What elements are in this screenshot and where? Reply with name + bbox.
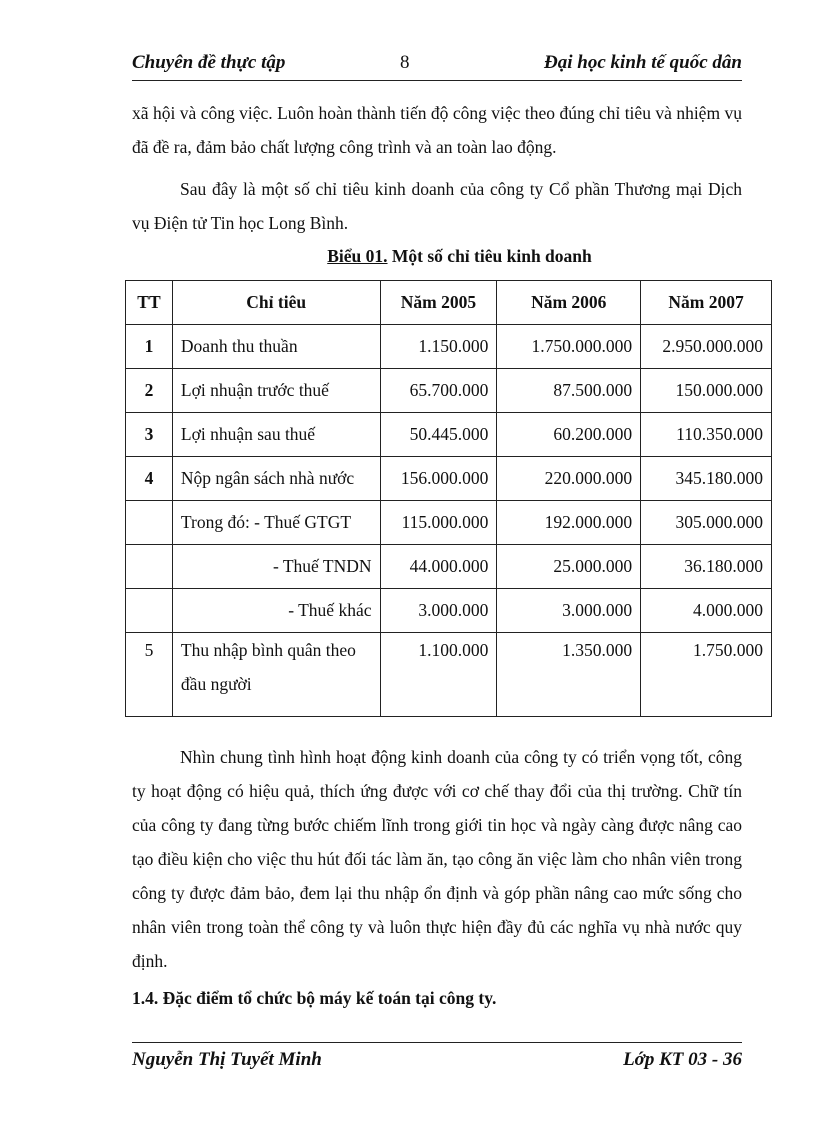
row-label: Doanh thu thuần — [172, 325, 380, 369]
row-tt — [126, 589, 173, 633]
row-label: Lợi nhuận trước thuế — [172, 369, 380, 413]
row-value-2007: 345.180.000 — [641, 457, 772, 501]
table-row — [126, 633, 772, 717]
row-label: - Thuế TNDN — [172, 545, 380, 589]
table-caption-title: Một số chỉ tiêu kinh doanh — [387, 246, 592, 266]
row-tt: 2 — [126, 369, 173, 413]
table-row — [126, 457, 772, 501]
row-value-2006: 87.500.000 — [497, 369, 641, 413]
row-label: - Thuế khác — [172, 589, 380, 633]
table-row — [126, 369, 772, 413]
header-indicator: Chỉ tiêu — [172, 281, 380, 325]
paragraph-summary: Nhìn chung tình hình hoạt động kinh doanh của công ty có triển vọng tốt, công ty hoạt động có hiệu quả, thích ứng được với cơ chế thay đổi của thị trường. Chữ tín của công ty đang từng bước chiếm lĩnh trong giới tin học và ngày càng được nâng cao tạo điều kiện cho việc thu hút đối tác làm ăn, tạo công ăn việc làm cho nhân viên trong công ty được đảm bảo, đem lại thu nhập ổn định và góp phần nâng cao mức sống cho nhân viên trong toàn thể công ty và luôn thực hiện đầy đủ các nghĩa vụ nhà nước quy định. — [132, 747, 742, 971]
table-row — [126, 413, 772, 457]
business-indicators-table — [125, 280, 772, 717]
table-caption-label: Biểu 01. — [327, 246, 388, 266]
header-report-title: Chuyên đề thực tập — [132, 52, 286, 73]
row-value-2007: 110.350.000 — [641, 413, 772, 457]
row-value-2007: 150.000.000 — [641, 369, 772, 413]
row-value-2007: 4.000.000 — [641, 589, 772, 633]
header-2006: Năm 2006 — [497, 281, 641, 325]
row-value-2005: 3.000.000 — [380, 589, 497, 633]
row-value-2007: 2.950.000.000 — [641, 325, 772, 369]
page-header — [132, 50, 742, 81]
page-footer — [132, 1042, 742, 1077]
table-row — [126, 325, 772, 369]
row-label: Nộp ngân sách nhà nước — [172, 457, 380, 501]
row-value-2005: 65.700.000 — [380, 369, 497, 413]
row-value-2006: 192.000.000 — [497, 501, 641, 545]
row-value-2005: 50.445.000 — [380, 413, 497, 457]
row-value-2005: 1.100.000 — [380, 633, 497, 717]
row-value-2007: 1.750.000 — [641, 633, 772, 717]
row-tt: 1 — [126, 325, 173, 369]
row-value-2005: 156.000.000 — [380, 457, 497, 501]
row-label: Thu nhập bình quân theo đầu người — [172, 633, 380, 717]
table-header-row — [126, 281, 772, 325]
section-heading: 1.4. Đặc điểm tổ chức bộ máy kế toán tại công ty. — [132, 988, 497, 1008]
row-tt: 5 — [126, 633, 173, 717]
row-value-2006: 220.000.000 — [497, 457, 641, 501]
row-label: Trong đó: - Thuế GTGT — [172, 501, 380, 545]
row-value-2006: 25.000.000 — [497, 545, 641, 589]
row-value-2006: 1.750.000.000 — [497, 325, 641, 369]
row-tt — [126, 501, 173, 545]
table-row — [126, 501, 772, 545]
row-value-2007: 305.000.000 — [641, 501, 772, 545]
row-value-2005: 1.150.000 — [380, 325, 497, 369]
table-caption — [132, 246, 787, 267]
header-2007: Năm 2007 — [641, 281, 772, 325]
row-value-2006: 60.200.000 — [497, 413, 641, 457]
row-value-2005: 44.000.000 — [380, 545, 497, 589]
paragraph-intro: xã hội và công việc. Luôn hoàn thành tiến độ công việc theo đúng chỉ tiêu và nhiệm vụ đã đề ra, đảm bảo chất lượng công trình và an toàn lao động. — [132, 103, 742, 157]
header-university: Đại học kinh tế quốc dân — [544, 52, 742, 73]
row-tt: 3 — [126, 413, 173, 457]
row-value-2006: 3.000.000 — [497, 589, 641, 633]
table-row — [126, 589, 772, 633]
row-tt — [126, 545, 173, 589]
footer-class: Lớp KT 03 - 36 — [623, 1049, 742, 1070]
row-label: Lợi nhuận sau thuế — [172, 413, 380, 457]
header-tt: TT — [126, 281, 173, 325]
footer-author: Nguyễn Thị Tuyết Minh — [132, 1049, 322, 1070]
row-tt: 4 — [126, 457, 173, 501]
page-number: 8 — [400, 52, 410, 73]
row-value-2005: 115.000.000 — [380, 501, 497, 545]
table-row — [126, 545, 772, 589]
row-value-2006: 1.350.000 — [497, 633, 641, 717]
paragraph-table-lead: Sau đây là một số chỉ tiêu kinh doanh của công ty Cổ phần Thương mại Dịch vụ Điện tử Tin học Long Bình. — [132, 179, 742, 233]
header-2005: Năm 2005 — [380, 281, 497, 325]
row-value-2007: 36.180.000 — [641, 545, 772, 589]
